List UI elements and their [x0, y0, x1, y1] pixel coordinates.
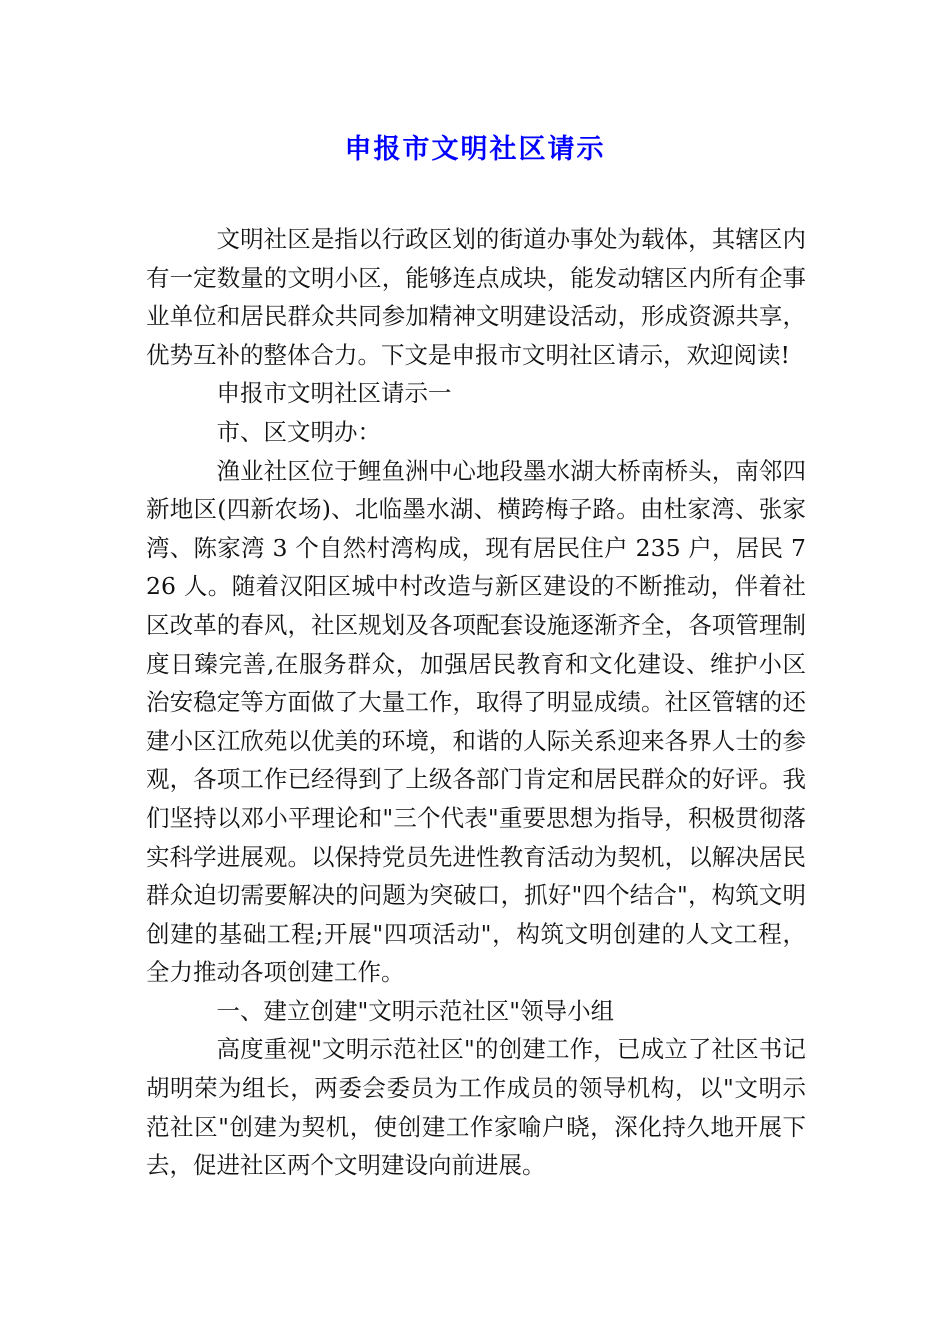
- document-title: 申报市文明社区请示: [344, 134, 606, 165]
- paragraph-addressee: 市、区文明办：: [216, 417, 381, 446]
- paragraph-community-overview: 渔业社区位于鲤鱼洲中心地段墨水湖大桥南桥头，南邻四新地区(四新农场)、北临墨水湖、横跨梅子路。由杜家湾、张家湾、陈家湾 3 个自然村湾构成，现有居民住户 235 户，居民 726 人。随着汉阳区城中村改造与新区建设的不断推动，伴着社区改革的春风，社区规划及各项配套设施逐渐齐全，各项管理制度日臻完善,在服务群众，加强居民教育和文化建设、维护小区治安稳定等方面做了大量工作，取得了明显成绩。社区管辖的还建小区江欣苑以优美的环境，和谐的人际关系迎来各界人士的参观，各项工作已经得到了上级各部门肯定和居民群众的好评。我们坚持以邓小平理论和"三个代表"重要思想为指导，积极贯彻落实科学进展观。以保持党员先进性教育活动为契机，以解决居民群众迫切需要解决的问题为突破口，抓好"四个结合"，构筑文明创建的基础工程;开展"四项活动"，构筑文明创建的人文工程，全力推动各项创建工作。: [146, 456, 806, 987]
- document-body: [146, 220, 806, 1185]
- paragraph-intro: 文明社区是指以行政区划的街道办事处为载体，其辖区内有一定数量的文明小区，能够连点成块，能发动辖区内所有企事业单位和居民群众共同参加精神文明建设活动，形成资源共享，优势互补的整体合力。下文是申报市文明社区请示，欢迎阅读!: [146, 225, 806, 369]
- paragraph-subtitle: 申报市文明社区请示一: [216, 379, 452, 408]
- paragraph-section-heading: 一、建立创建"文明示范社区"领导小组: [216, 996, 615, 1025]
- paragraph-leadership: 高度重视"文明示范社区"的创建工作，已成立了社区书记胡明荣为组长，两委会委员为工作成员的领导机构，以"文明示范社区"创建为契机，使创建工作家喻户晓，深化持久地开展下去，促进社区两个文明建设向前进展。: [146, 1035, 806, 1180]
